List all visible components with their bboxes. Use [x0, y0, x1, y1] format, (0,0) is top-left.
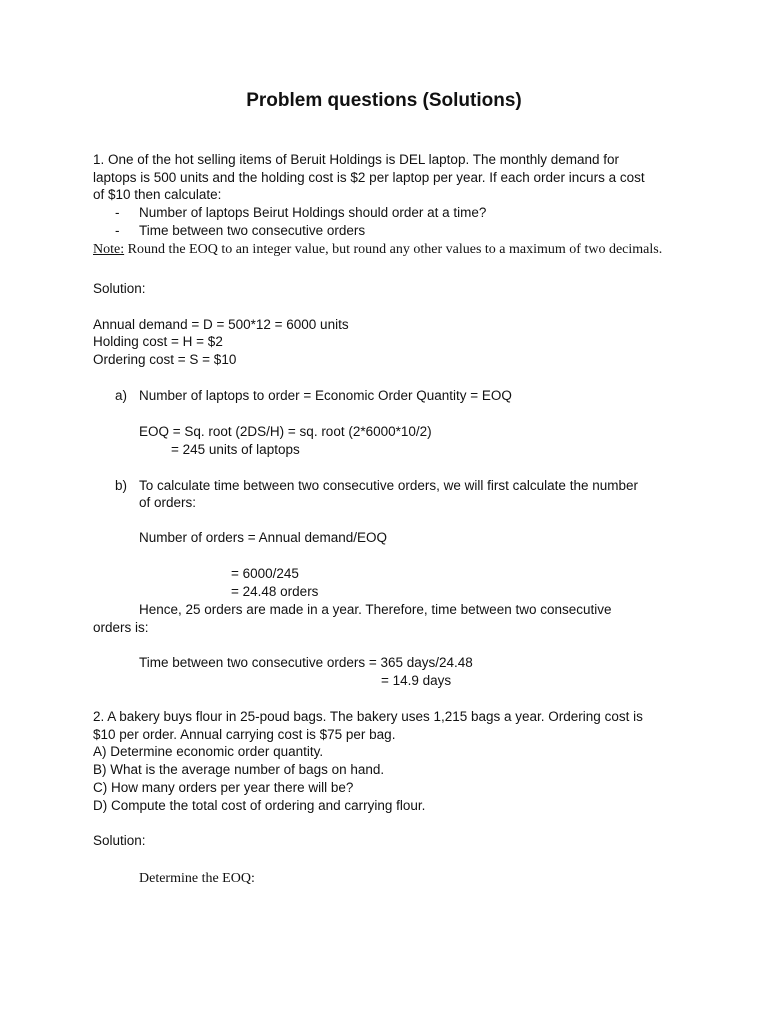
page-title: Problem questions (Solutions) [246, 90, 522, 111]
part-a [115, 387, 512, 405]
q1-solution-label: Solution: [93, 281, 146, 296]
bullet-dash: - [115, 205, 120, 220]
q1-note [93, 241, 662, 259]
part-b-text-line-1: To calculate time between two consecutive orders, we will first calculate the number [139, 478, 638, 493]
bullet-text: Time between two consecutive orders [139, 223, 366, 238]
q1-text-line-1: 1. One of the hot selling items of Beruit Holdings is DEL laptop. The monthly demand for [93, 152, 620, 167]
time-result: = 14.9 days [381, 673, 452, 688]
part-b-marker: b) [115, 478, 128, 493]
q2-text-line-1: 2. A bakery buys flour in 25-poud bags. The bakery uses 1,215 bags a year. Ordering cost is [93, 709, 643, 724]
given-annual-demand: Annual demand = D = 500*12 = 6000 units [93, 317, 349, 332]
bullet-dash: - [115, 223, 120, 238]
q1-text-line-3: of $10 then calculate: [93, 187, 222, 202]
hence-line-2: orders is: [93, 620, 149, 635]
part-b-text-line-2: of orders: [139, 495, 197, 510]
given-ordering-cost: Ordering cost = S = $10 [93, 352, 237, 367]
q1-bullet-2 [115, 222, 365, 240]
time-equation: Time between two consecutive orders = 365 days/24.48 [139, 655, 473, 670]
part-a-text: Number of laptops to order = Economic Order Quantity = EOQ [139, 388, 512, 403]
orders-step-2: = 24.48 orders [231, 584, 319, 599]
orders-equation: Number of orders = Annual demand/EOQ [139, 530, 388, 545]
q2-text-line-2: $10 per order. Annual carrying cost is $75 per bag. [93, 727, 396, 742]
note-text: Round the EOQ to an integer value, but round any other values to a maximum of two decimals. [124, 242, 663, 257]
q2-determine-eoq: Determine the EOQ: [139, 871, 255, 886]
given-holding-cost: Holding cost = H = $2 [93, 334, 223, 349]
q1-bullet-1 [115, 204, 486, 222]
eoq-equation: EOQ = Sq. root (2DS/H) = sq. root (2*6000*10/2) [139, 424, 432, 439]
q2-solution-label: Solution: [93, 833, 146, 848]
q2-item-a: A) Determine economic order quantity. [93, 744, 324, 759]
hence-line-1: Hence, 25 orders are made in a year. Therefore, time between two consecutive [139, 602, 612, 617]
note-label: Note: [93, 242, 125, 257]
q1-text-line-2: laptops is 500 units and the holding cost is $2 per laptop per year. If each order incurs a cost [93, 170, 645, 185]
bullet-text: Number of laptops Beirut Holdings should order at a time? [139, 205, 487, 220]
eoq-result: = 245 units of laptops [171, 442, 300, 457]
part-a-marker: a) [115, 388, 128, 403]
q2-item-c: C) How many orders per year there will be? [93, 780, 354, 795]
q2-item-d: D) Compute the total cost of ordering and carrying flour. [93, 798, 426, 813]
orders-step-1: = 6000/245 [231, 566, 299, 581]
q2-item-b: B) What is the average number of bags on hand. [93, 762, 385, 777]
part-b [115, 477, 638, 495]
